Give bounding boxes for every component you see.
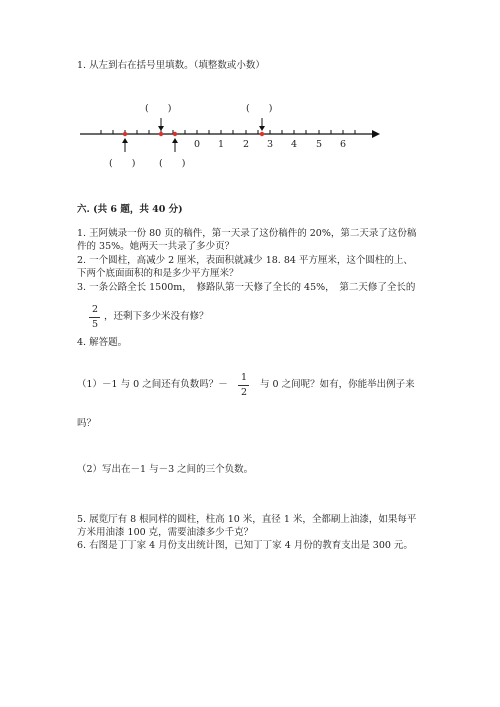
p5-line2: 方米用油漆 100 克，需要油漆多少千克？ xyxy=(77,527,254,538)
point-marker-2 xyxy=(159,132,163,136)
number-line-arrowhead xyxy=(372,130,380,138)
p3-line1: 3. 一条公路全长 1500m， 修路队第一天修了全长的 45%， 第二天修了全长的 xyxy=(77,282,416,293)
point-marker-3 xyxy=(173,132,177,136)
p3-fraction-denominator: 5 xyxy=(91,319,99,330)
p3-line2: ，还剩下多少米没有修？ xyxy=(104,311,209,322)
tick-label-6: 6 xyxy=(340,139,347,150)
p6-line1: 6. 右图是丁丁家 4 月份支出统计图，已知丁丁家 4 月份的教育支出是 300 元。 xyxy=(77,540,413,551)
q1-paren-top-1: ( ) xyxy=(145,103,172,114)
p4-fraction-denominator: 2 xyxy=(240,387,248,398)
q1-paren-bottom-1: ( ) xyxy=(109,158,136,169)
section-heading: 六. (共 6 题，共 40 分) xyxy=(77,204,183,215)
p3-fraction-bar xyxy=(89,317,100,318)
tick-label-3: 3 xyxy=(267,139,274,150)
p3-fraction-numerator: 2 xyxy=(91,304,99,315)
p1-line1: 1. 王阿姨录一份 80 页的稿件，第一天录了这份稿件的 20%，第二天录了这份稿 xyxy=(77,228,417,239)
p5-line1: 5. 展览厅有 8 根同样的圆柱，柱高 10 米，直径 1 米，全都刷上油漆，如果每平 xyxy=(77,514,417,525)
p4-fraction-bar xyxy=(238,385,249,386)
p4-sub1-b: 与 0 之间呢？如有，你能举出例子来 xyxy=(260,379,415,390)
p4-sub2: （2）写出在－1 与－3 之间的三个负数。 xyxy=(77,464,254,475)
down-arrow-2 xyxy=(259,118,265,131)
q1-paren-top-2: ( ) xyxy=(246,103,273,114)
up-arrow-1 xyxy=(122,138,128,152)
p2-line2: 下两个底面面积的和是多少平方厘米？ xyxy=(77,268,239,279)
p2-line1: 2. 一个圆柱，高减少 2 厘米，表面积就减少 18. 84 平方厘米，这个圆柱的上、 xyxy=(77,255,413,266)
tick-label-5: 5 xyxy=(316,139,323,150)
p4-sub1-a: （1）－1 与 0 之间还有负数吗？－ xyxy=(77,379,228,390)
tick-label-2: 2 xyxy=(243,139,250,150)
down-arrow-1 xyxy=(158,118,164,131)
p4-fraction-numerator: 1 xyxy=(240,372,248,383)
p1-line2: 件的 35%。她两天一共录了多少页？ xyxy=(77,241,235,252)
q1-title: 1. 从左到右在括号里填数。（填整数或小数） xyxy=(77,60,265,71)
tick-label-1: 1 xyxy=(218,139,225,150)
point-marker-4 xyxy=(260,132,264,136)
p4-sub1-c: 吗？ xyxy=(77,418,97,429)
tick-label-0: 0 xyxy=(194,139,201,150)
q1-paren-bottom-2: ( ) xyxy=(159,158,186,169)
tick-label-4: 4 xyxy=(291,139,298,150)
point-marker-1 xyxy=(123,132,127,136)
up-arrow-2 xyxy=(172,138,178,152)
p4-title: 4. 解答题。 xyxy=(77,337,128,348)
